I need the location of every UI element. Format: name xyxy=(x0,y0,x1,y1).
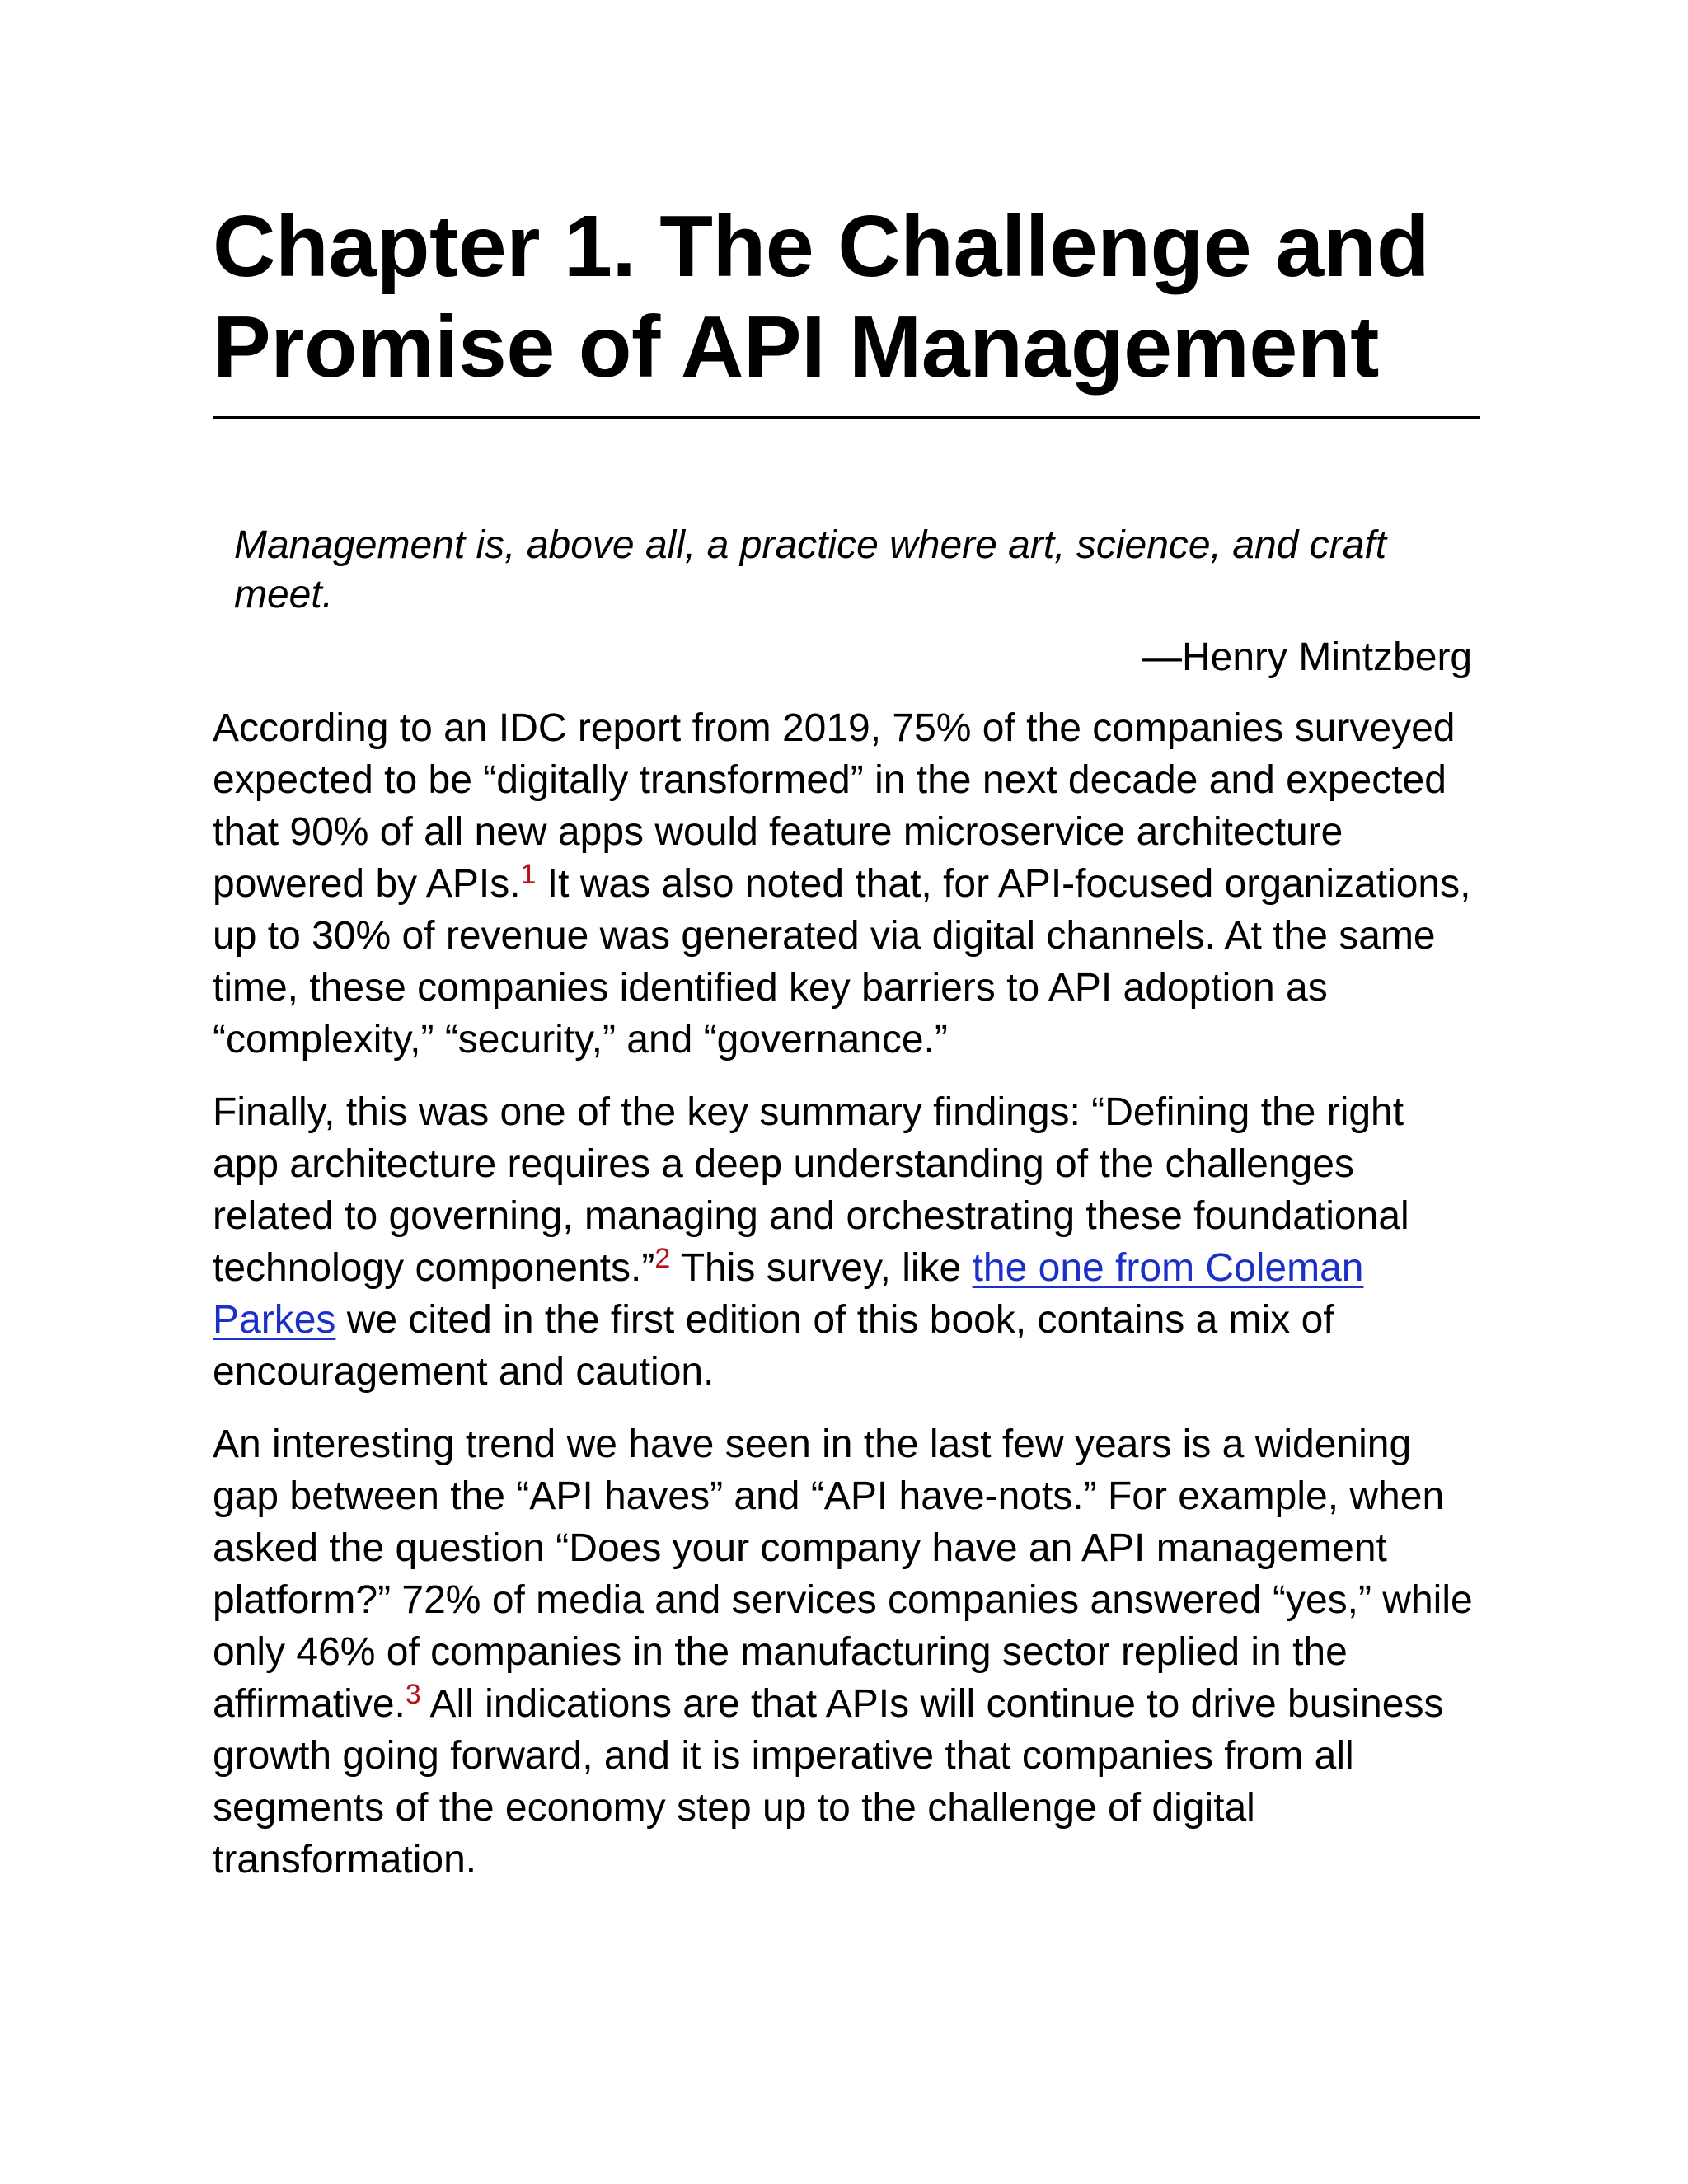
footnote-ref-3[interactable]: 3 xyxy=(405,1679,421,1710)
paragraph-2 xyxy=(213,1086,1480,1398)
chapter-title-line-1: Chapter 1. The Challenge and xyxy=(213,198,1430,295)
paragraph-1 xyxy=(213,702,1480,1066)
paragraph-3-text-a: An interesting trend we have seen in the last few years is a widening gap between the “API haves” and “API have-nots.” For example, when asked the question “Does your company have an API management platform?” 72% of media and services companies answered “yes,” while only 46% of companies in the manufacturing sector replied in the affirmative. xyxy=(213,1422,1473,1726)
paragraph-1-text-a: According to an IDC report from 2019, 75% of the companies surveyed expected to be “digitally transformed” in the next decade and expected that 90% of all new apps would feature microservice architecture powered by APIs. xyxy=(213,706,1456,906)
paragraph-2-text-b: This survey, like xyxy=(670,1246,973,1290)
chapter-title xyxy=(213,196,1480,397)
paragraph-1-text-b: It was also noted that, for API-focused organizations, up to 30% of revenue was generated via digital channels. At the same time, these companies identified key barriers to API adoption as “complexity,” “security,” and “governance.” xyxy=(213,862,1471,1062)
title-divider xyxy=(213,416,1480,419)
chapter-title-line-2: Promise of API Management xyxy=(213,298,1379,396)
epigraph xyxy=(234,521,1473,679)
paragraph-3-text-b: All indications are that APIs will continue to drive business growth going forward, and it is imperative that companies from all segments of the economy step up to the challenge of digital transformation. xyxy=(213,1682,1444,1882)
epigraph-quote: Management is, above all, a practice where art, science, and craft meet. xyxy=(234,523,1387,616)
epigraph-attribution: —Henry Mintzberg xyxy=(1142,635,1473,679)
paragraph-3 xyxy=(213,1418,1480,1886)
coleman-parkes-link[interactable]: the one from Coleman Parkes xyxy=(213,1246,1364,1342)
paragraph-2-text-c: we cited in the first edition of this book, contains a mix of encouragement and caution. xyxy=(213,1298,1334,1394)
footnote-ref-2[interactable]: 2 xyxy=(654,1243,671,1274)
body-text xyxy=(213,702,1480,1906)
footnote-ref-1[interactable]: 1 xyxy=(520,859,537,890)
paragraph-2-text-a: Finally, this was one of the key summary findings: “Defining the right app architecture requires a deep understanding of the challenges related to governing, managing and orchestrating these foundational technology components.” xyxy=(213,1090,1409,1290)
